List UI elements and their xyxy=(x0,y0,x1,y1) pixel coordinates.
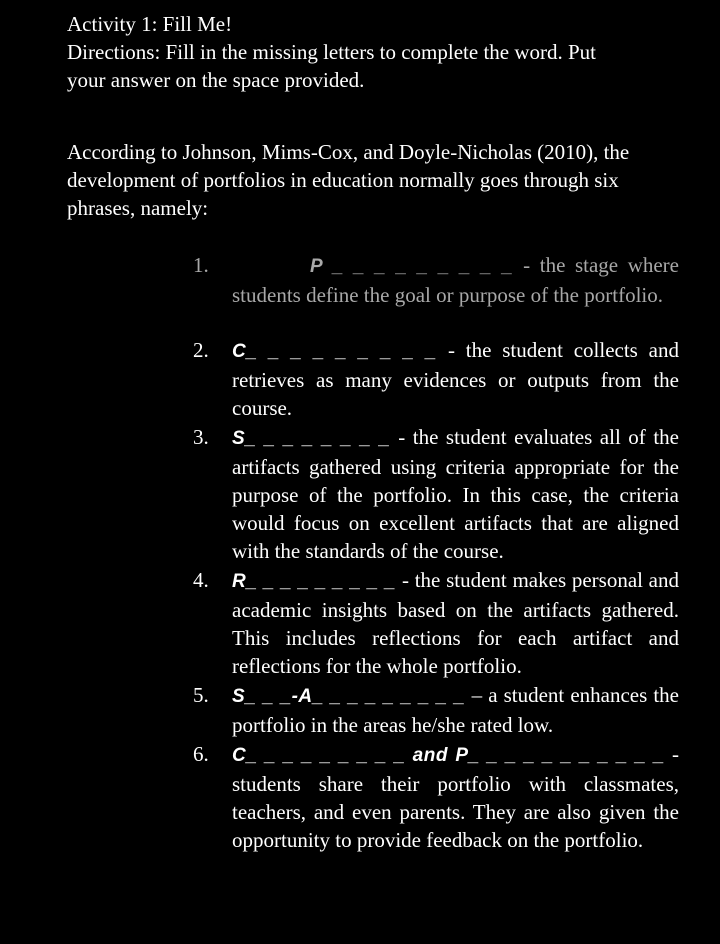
fill-in-blank[interactable]: R_ _ _ _ _ _ _ _ _ xyxy=(232,571,403,592)
item-description: - the stage where students define the goal or purpose of the portfolio. xyxy=(232,253,679,307)
item-description: - the student makes personal and academic insights based on the artifacts gathered. This includes reflections for each artifact and reflections for the whole portfolio. xyxy=(232,568,680,678)
activity-title: Activity 1: Fill Me! xyxy=(67,12,233,36)
item-number: 5. xyxy=(193,683,209,707)
list-item xyxy=(193,740,679,854)
phase-list xyxy=(193,251,680,855)
list-item xyxy=(193,336,679,422)
list-item xyxy=(193,251,679,309)
fill-in-blank[interactable]: S_ _ _ _ _ _ _ _ xyxy=(232,428,399,449)
fill-in-blank[interactable]: P _ _ _ _ _ _ _ _ _ xyxy=(310,256,524,277)
item-description: – a student enhances the portfolio in the areas he/she rated low. xyxy=(232,683,680,737)
directions-line-1: Directions: Fill in the missing letters to complete the word. Put xyxy=(67,40,597,64)
item-number: 2. xyxy=(193,338,209,362)
list-item xyxy=(193,681,680,739)
item-number: 6. xyxy=(193,742,209,766)
item-number: 3. xyxy=(193,425,209,449)
activity-header xyxy=(67,10,677,94)
fill-in-blank[interactable]: S_ _ _-A_ _ _ _ _ _ _ _ _ xyxy=(232,686,472,707)
fill-in-blank[interactable]: C_ _ _ _ _ _ _ _ _ and P_ _ _ _ _ _ _ _ _ _ _ xyxy=(232,745,672,766)
item-description: - the student collects and retrieves as many evidences or outputs from the course. xyxy=(232,338,679,420)
directions-line-2: your answer on the space provided. xyxy=(67,68,365,92)
list-item xyxy=(193,566,680,680)
fill-in-blank[interactable]: C_ _ _ _ _ _ _ _ _ xyxy=(232,341,448,362)
list-item xyxy=(193,423,679,565)
item-description: - students share their portfolio with classmates, teachers, and even parents. They are also given the opportunity to provide feedback on the portfolio. xyxy=(232,742,679,852)
item-description: - the student evaluates all of the artifacts gathered using criteria appropriate for the purpose of the portfolio. In this case, the criteria would focus on excellent artifacts that are aligned with the standards of the course. xyxy=(232,425,679,563)
item-number: 4. xyxy=(193,568,209,592)
intro-paragraph: According to Johnson, Mims-Cox, and Doyle-Nicholas (2010), the development of portfolios in education normally goes through six phrases, namely: xyxy=(67,140,630,220)
item-number: 1. xyxy=(193,253,209,277)
